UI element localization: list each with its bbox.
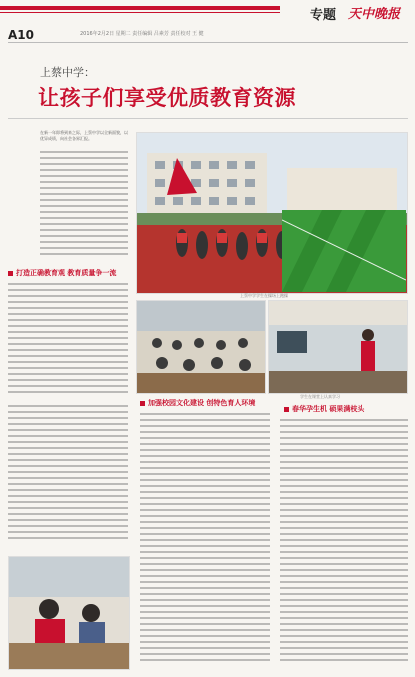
caption-running: 上蔡中学学生在操场上跑操 bbox=[240, 293, 288, 298]
subhead-text: 加强校园文化建设 创特色育人环境 bbox=[148, 399, 256, 407]
subhead-fruitful-results bbox=[284, 404, 364, 414]
classroom-photo-illustration bbox=[137, 301, 265, 393]
headline-rule bbox=[8, 118, 408, 119]
field-photo-illustration bbox=[282, 210, 406, 292]
subhead-bullet-icon bbox=[140, 401, 145, 406]
body-text-column-4 bbox=[280, 418, 408, 670]
intro-body-text bbox=[40, 150, 128, 260]
article-intro: 在新一年即将到来之际，上蔡中学以全新面貌，以优异成绩，向社会各界汇报。 bbox=[40, 130, 128, 141]
subhead-campus-culture bbox=[140, 398, 255, 408]
body-text-column-3 bbox=[140, 412, 270, 670]
teacher-photo-illustration bbox=[269, 301, 407, 393]
photo-student-desk bbox=[8, 556, 130, 670]
student-photo-illustration bbox=[9, 557, 129, 669]
caption-classroom: 学生在课堂上认真学习 bbox=[300, 394, 340, 399]
subhead-education-quality bbox=[8, 268, 116, 278]
subhead-text: 打造正确教育观 教育质量争一流 bbox=[16, 269, 117, 277]
body-text-column-2 bbox=[8, 404, 128, 544]
page-header bbox=[0, 0, 415, 58]
header-rule bbox=[8, 42, 408, 43]
photo-teacher-classroom bbox=[268, 300, 408, 394]
header-red-stripe bbox=[0, 6, 280, 10]
issue-meta: 2016年2月2日 星期二 责任编辑 吕素芳 责任校对 王 健 bbox=[80, 31, 204, 37]
photo-classroom-students bbox=[136, 300, 266, 394]
subhead-text: 春华孕生机 硕果满枝头 bbox=[292, 405, 365, 413]
page-number: A10 bbox=[8, 28, 34, 42]
section-name: 专题 bbox=[310, 8, 337, 23]
newspaper-brand: 天中晚报 bbox=[348, 7, 401, 22]
subhead-bullet-icon bbox=[8, 271, 13, 276]
body-text-column-1 bbox=[8, 282, 128, 400]
photo-sports-field bbox=[282, 210, 406, 292]
subhead-bullet-icon bbox=[284, 407, 289, 412]
article-headline: 让孩子们享受优质教育资源 bbox=[38, 86, 296, 110]
article-kicker: 上蔡中学： bbox=[40, 66, 95, 79]
header-thin-stripe bbox=[0, 12, 280, 13]
